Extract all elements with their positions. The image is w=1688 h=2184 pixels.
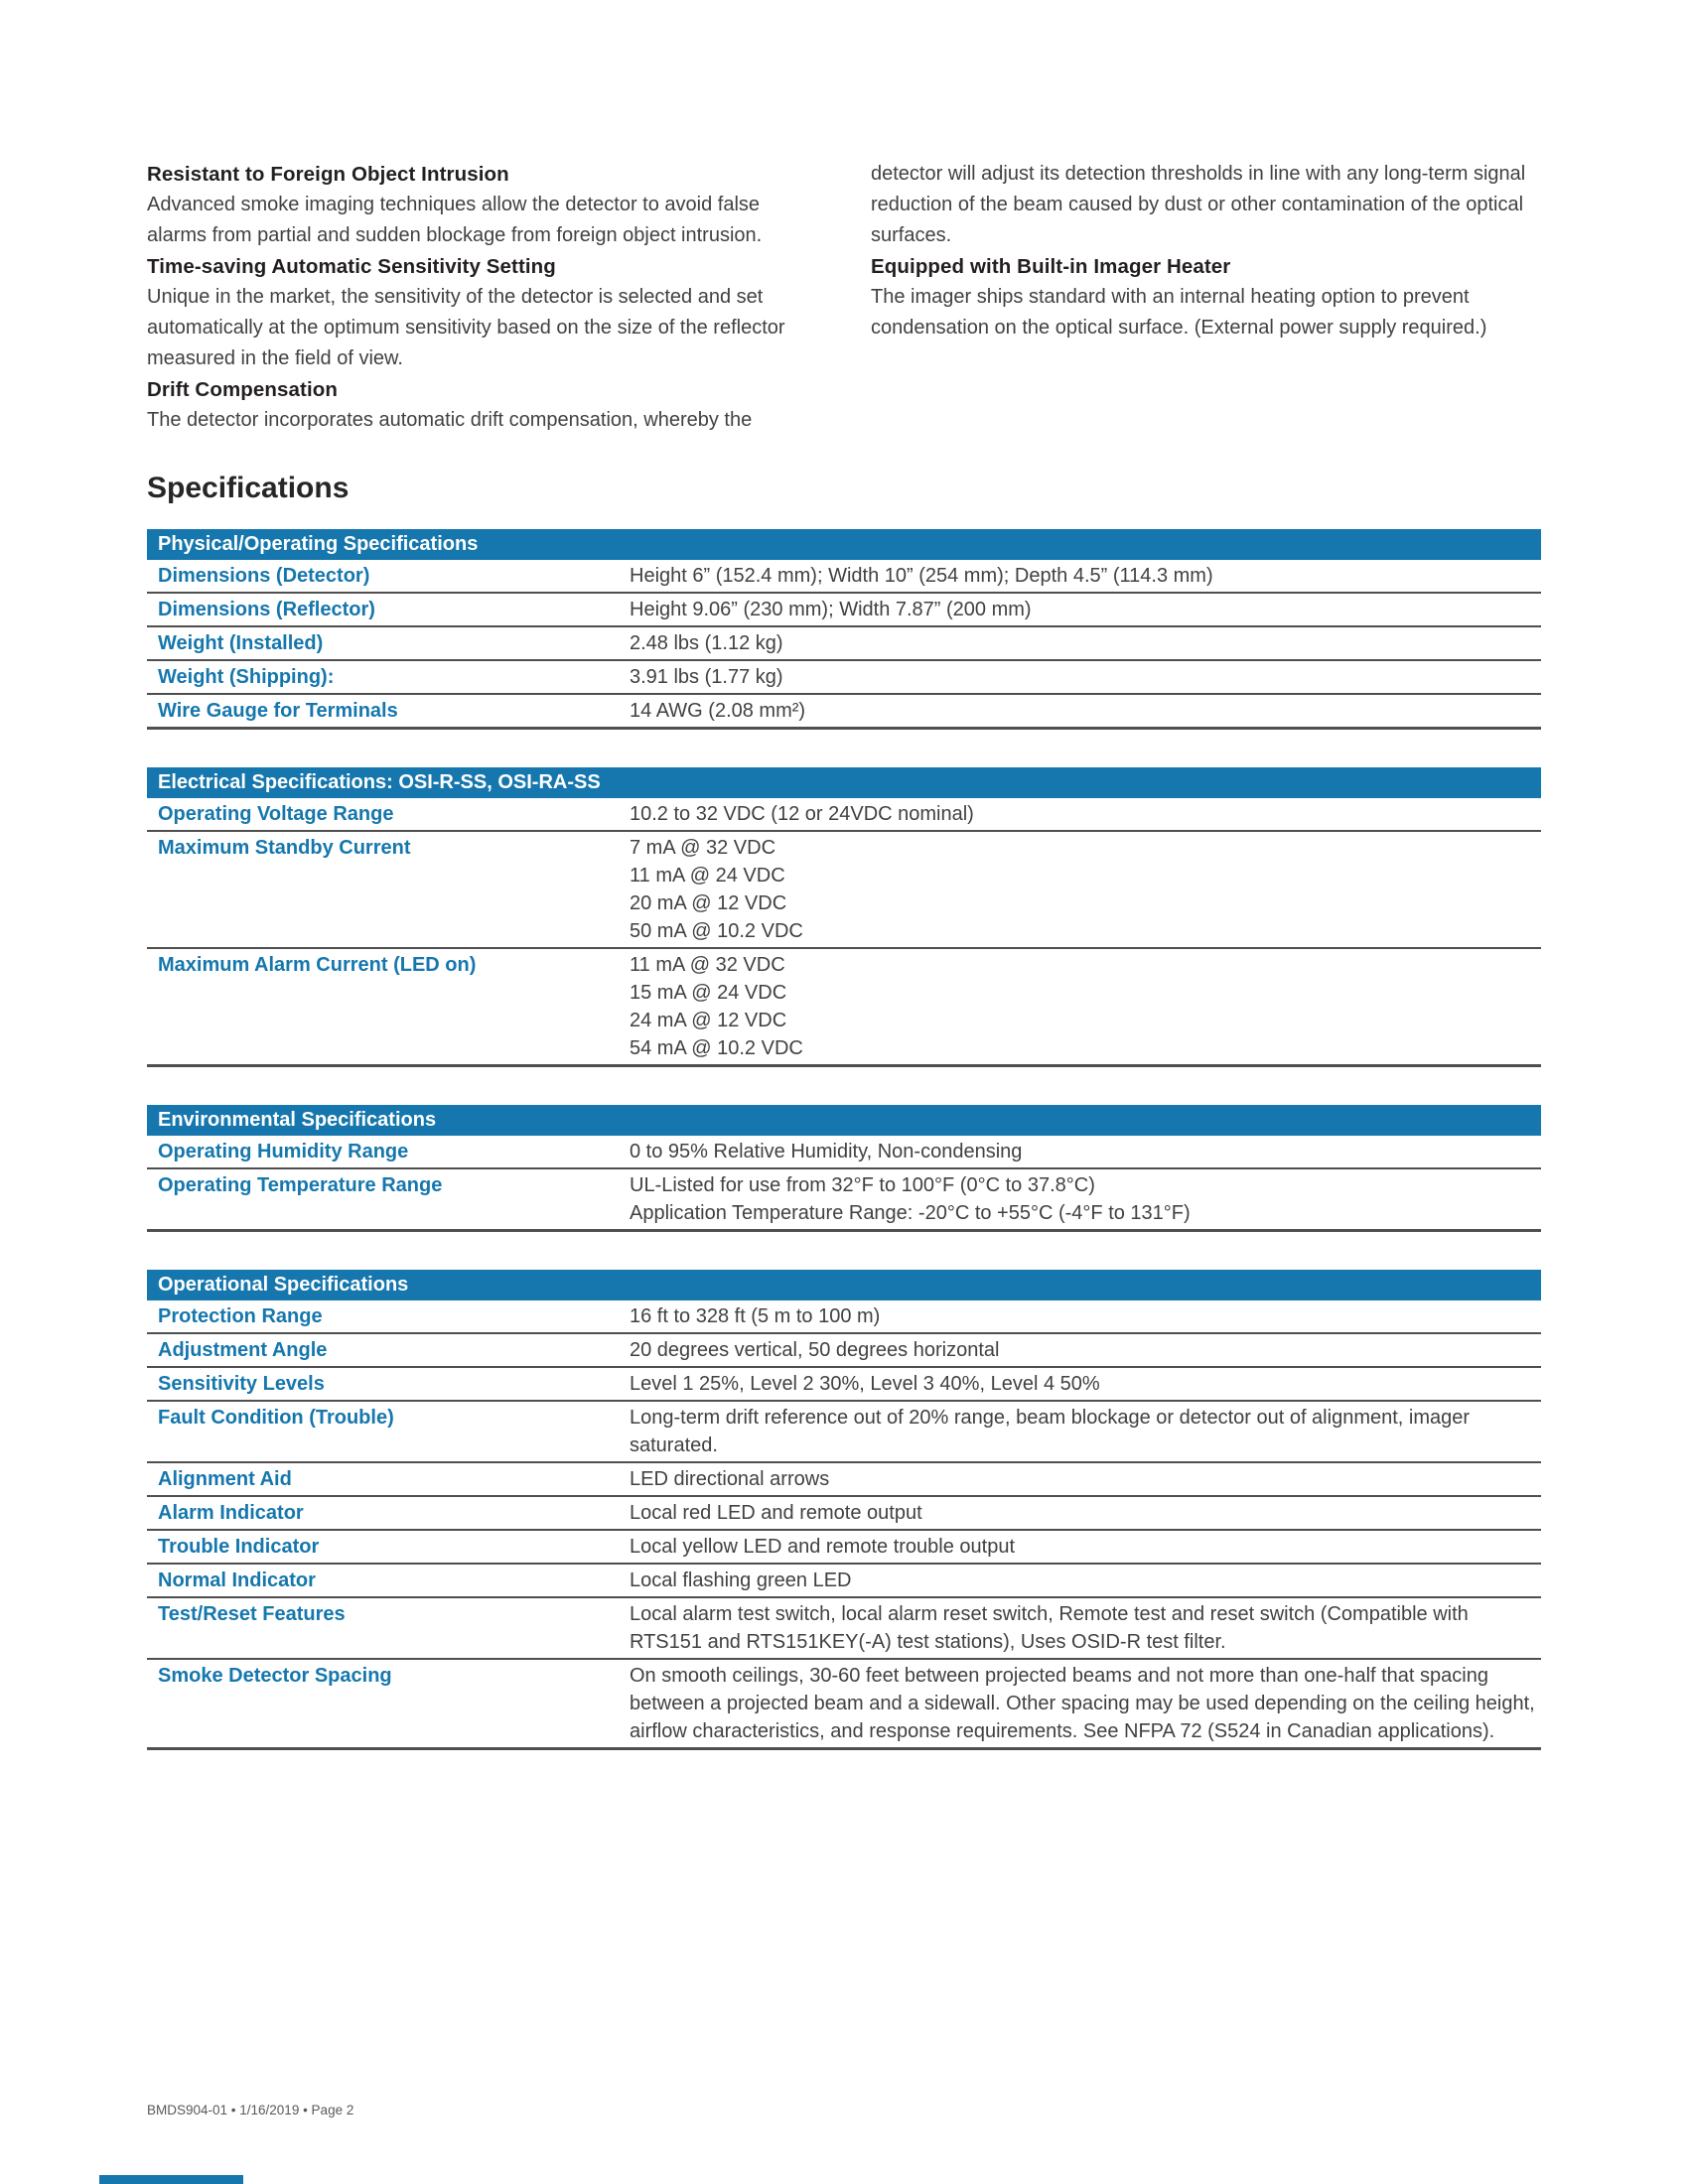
- footer-accent-bar: [99, 2175, 243, 2184]
- row-value: [630, 1498, 1541, 1527]
- row-value: [630, 1403, 1541, 1459]
- value-line: 10.2 to 32 VDC (12 or 24VDC nominal): [630, 803, 974, 825]
- section-body-sensitivity-setting: Unique in the market, the sensitivity of the detector is selected and set automatically at the optimum sensitivity based on the size of the reflector measured in the field of view.: [147, 286, 785, 369]
- section-heading-sensitivity-setting: Time-saving Automatic Sensitivity Setting: [147, 255, 556, 278]
- value-line: UL-Listed for use from 32°F to 100°F (0°C to 37.8°C): [630, 1174, 1095, 1196]
- row-value: [630, 1170, 1541, 1227]
- table-row: [147, 695, 1541, 730]
- table-row: [147, 832, 1541, 949]
- table-row: [147, 1136, 1541, 1169]
- table-row: [147, 1368, 1541, 1402]
- row-value: [630, 1599, 1541, 1656]
- row-value: [630, 595, 1541, 623]
- section-heading-foreign-object: Resistant to Foreign Object Intrusion: [147, 163, 509, 186]
- value-line: 7 mA @ 32 VDC: [630, 837, 776, 859]
- row-value: [630, 833, 1541, 945]
- section-body-foreign-object: Advanced smoke imaging techniques allow the detector to avoid false alarms from partial and sudden blockage from foreign object intrusion.: [147, 194, 763, 246]
- table-row: [147, 627, 1541, 661]
- row-label: Weight (Installed): [158, 632, 324, 654]
- intro-left-column: [147, 159, 817, 436]
- value-line: 20 degrees vertical, 50 degrees horizontal: [630, 1339, 1000, 1361]
- row-label: Weight (Shipping):: [158, 666, 335, 688]
- value-line: 0 to 95% Relative Humidity, Non-condensing: [630, 1141, 1023, 1162]
- section-body-imager-heater: The imager ships standard with an internal heating option to prevent condensation on the optical surface. (External power supply required.): [871, 286, 1487, 339]
- table-row: [147, 594, 1541, 627]
- row-value: [630, 1335, 1541, 1364]
- row-value: [630, 1369, 1541, 1398]
- intro-right-column: [871, 159, 1541, 436]
- table-row: [147, 1334, 1541, 1368]
- row-label: Dimensions (Detector): [158, 565, 370, 587]
- row-label: Wire Gauge for Terminals: [158, 700, 398, 722]
- value-line: 54 mA @ 10.2 VDC: [630, 1037, 803, 1059]
- value-line: 15 mA @ 24 VDC: [630, 982, 787, 1004]
- page-content: [147, 0, 1541, 1788]
- value-line: 3.91 lbs (1.77 kg): [630, 666, 783, 688]
- row-label: Maximum Alarm Current (LED on): [158, 954, 477, 976]
- page-footer: BMDS904-01 • 1/16/2019 • Page 2: [147, 2103, 354, 2117]
- section-heading-drift-compensation: Drift Compensation: [147, 378, 338, 401]
- row-label: Operating Voltage Range: [158, 803, 394, 825]
- row-label: Fault Condition (Trouble): [158, 1407, 394, 1429]
- row-value: [630, 799, 1541, 828]
- value-line: On smooth ceilings, 30-60 feet between projected beams and not more than one-half that spacing between a projected beam and a sidewall. Other spacing may be used depending on the ceiling height, airflow characteristics, and response requirements. See NFPA 72 (S524 in Canadian applications).: [630, 1665, 1535, 1742]
- table-row: [147, 560, 1541, 594]
- value-line: 50 mA @ 10.2 VDC: [630, 920, 803, 942]
- table-header: Operational Specifications: [147, 1270, 1541, 1300]
- table-header: Environmental Specifications: [147, 1105, 1541, 1136]
- row-value: [630, 696, 1541, 725]
- row-value: [630, 561, 1541, 590]
- specifications-title: Specifications: [147, 472, 350, 504]
- value-line: Local flashing green LED: [630, 1570, 852, 1591]
- value-line: Local red LED and remote output: [630, 1502, 922, 1524]
- value-line: 20 mA @ 12 VDC: [630, 892, 787, 914]
- value-line: Level 1 25%, Level 2 30%, Level 3 40%, Level 4 50%: [630, 1373, 1100, 1395]
- value-line: 16 ft to 328 ft (5 m to 100 m): [630, 1305, 881, 1327]
- section-body-drift-compensation: The detector incorporates automatic drift compensation, whereby the: [147, 409, 753, 431]
- table-row: [147, 1531, 1541, 1565]
- value-line: LED directional arrows: [630, 1468, 830, 1490]
- value-line: Local alarm test switch, local alarm reset switch, Remote test and reset switch (Compatible with RTS151 and RTS151KEY(-A) test stations), Uses OSID-R test filter.: [630, 1603, 1469, 1653]
- value-line: 24 mA @ 12 VDC: [630, 1010, 787, 1031]
- value-line: 11 mA @ 32 VDC: [630, 954, 785, 976]
- value-line: Local yellow LED and remote trouble output: [630, 1536, 1016, 1558]
- table-row: [147, 1463, 1541, 1497]
- row-label: Maximum Standby Current: [158, 837, 411, 859]
- section-heading-imager-heater: Equipped with Built-in Imager Heater: [871, 255, 1231, 278]
- row-label: Operating Temperature Range: [158, 1174, 443, 1196]
- row-label: Trouble Indicator: [158, 1536, 320, 1558]
- table-row: [147, 1497, 1541, 1531]
- row-value: [630, 628, 1541, 657]
- table-row: [147, 1402, 1541, 1463]
- row-value: [630, 1661, 1541, 1745]
- section-body-drift-continued: detector will adjust its detection thresholds in line with any long-term signal reduction of the beam caused by dust or other contamination of the optical surfaces.: [871, 163, 1526, 246]
- row-label: Alignment Aid: [158, 1468, 292, 1490]
- row-value: [630, 1532, 1541, 1561]
- value-line: 14 AWG (2.08 mm²): [630, 700, 806, 722]
- row-value: [630, 950, 1541, 1062]
- row-value: [630, 1566, 1541, 1594]
- table-operational: [147, 1270, 1541, 1750]
- table-environmental: [147, 1105, 1541, 1232]
- table-row: [147, 949, 1541, 1067]
- value-line: Application Temperature Range: -20°C to +55°C (-4°F to 131°F): [630, 1202, 1191, 1224]
- row-label: Protection Range: [158, 1305, 323, 1327]
- row-label: Adjustment Angle: [158, 1339, 328, 1361]
- table-electrical: [147, 767, 1541, 1067]
- table-row: [147, 1598, 1541, 1660]
- value-line: Long-term drift reference out of 20% range, beam blockage or detector out of alignment, imager saturated.: [630, 1407, 1471, 1456]
- row-label: Normal Indicator: [158, 1570, 316, 1591]
- row-label: Alarm Indicator: [158, 1502, 304, 1524]
- table-row: [147, 1660, 1541, 1750]
- table-row: [147, 1565, 1541, 1598]
- row-label: Operating Humidity Range: [158, 1141, 409, 1162]
- value-line: 11 mA @ 24 VDC: [630, 865, 785, 887]
- table-row: [147, 798, 1541, 832]
- table-header: Physical/Operating Specifications: [147, 529, 1541, 560]
- table-row: [147, 661, 1541, 695]
- value-line: Height 6” (152.4 mm); Width 10” (254 mm); Depth 4.5” (114.3 mm): [630, 565, 1213, 587]
- row-value: [630, 1137, 1541, 1165]
- row-label: Sensitivity Levels: [158, 1373, 325, 1395]
- value-line: 2.48 lbs (1.12 kg): [630, 632, 783, 654]
- table-physical-operating: [147, 529, 1541, 730]
- row-value: [630, 662, 1541, 691]
- table-row: [147, 1169, 1541, 1232]
- row-label: Test/Reset Features: [158, 1603, 346, 1625]
- value-line: Height 9.06” (230 mm); Width 7.87” (200 mm): [630, 599, 1032, 620]
- row-label: Smoke Detector Spacing: [158, 1665, 392, 1687]
- table-row: [147, 1300, 1541, 1334]
- row-label: Dimensions (Reflector): [158, 599, 375, 620]
- row-value: [630, 1301, 1541, 1330]
- table-header: Electrical Specifications: OSI-R-SS, OSI-RA-SS: [147, 767, 1541, 798]
- intro-columns: [147, 159, 1541, 436]
- row-value: [630, 1464, 1541, 1493]
